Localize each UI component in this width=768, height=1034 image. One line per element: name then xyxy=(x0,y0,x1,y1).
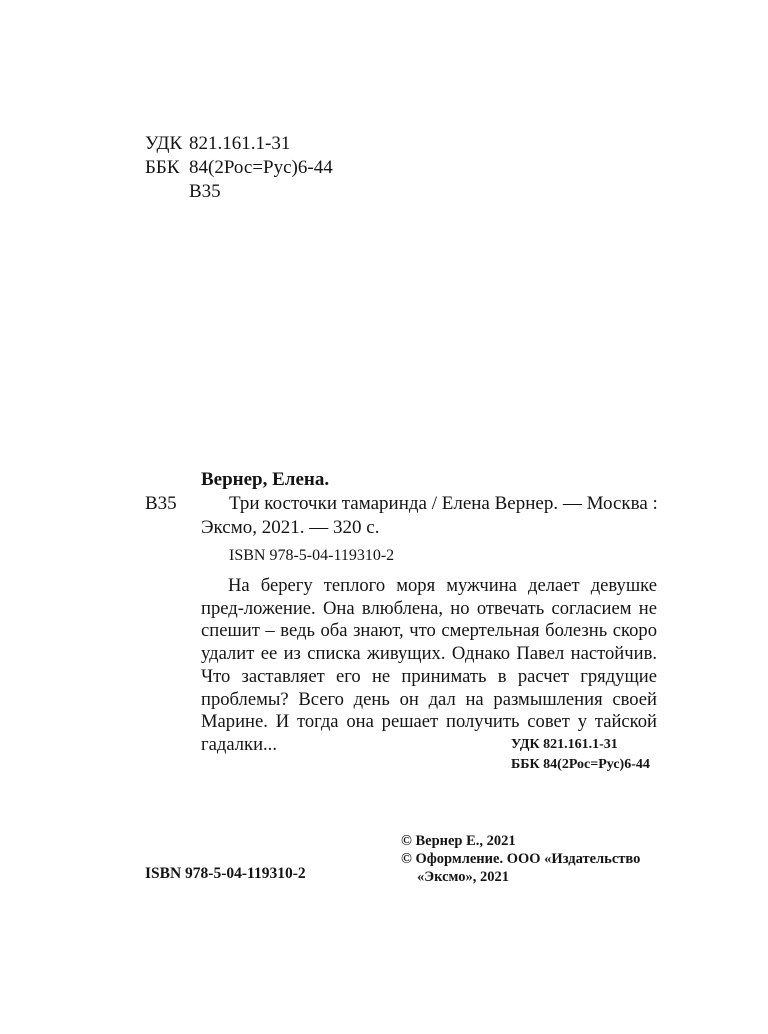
title-line-1: Три косточки тамаринда / Елена Вернер. — Москва : xyxy=(229,493,658,514)
udk-value: 821.161.1-31 xyxy=(189,133,291,154)
isbn-footer: ISBN 978-5-04-119310-2 xyxy=(145,865,306,882)
author-mark: В35 xyxy=(145,493,177,514)
copyright-publisher: © Оформление. ООО «Издательство xyxy=(401,851,641,867)
author-heading: Вернер, Елена. xyxy=(201,469,330,490)
isbn-entry: ISBN 978-5-04-119310-2 xyxy=(229,547,395,564)
bbk-value: 84(2Рос=Рус)6-44 xyxy=(189,157,333,178)
annotation-paragraph: На берегу теплого моря мужчина делает девушке пред-ложение. Она влюблена, но отвечать согласием не спешит – ведь оба знают, что смертельная болезнь скоро удалит ее из списка живущих. Однако Павел настойчив. Что заставляет его не принимать в расчет грядущие проблемы? Всего день он дал на размышления своей Марине. И тогда она решает получить совет у тайской гадалки... xyxy=(201,575,657,755)
udk-label: УДК xyxy=(145,133,183,154)
copyright-publisher-line-2: «Эксмо», 2021 xyxy=(417,869,509,885)
bbk-bottom: ББК 84(2Рос=Рус)6-44 xyxy=(511,757,650,772)
title-line-2: Эксмо, 2021. — 320 с. xyxy=(201,517,380,538)
copyright-author: © Вернер Е., 2021 xyxy=(401,833,516,849)
author-mark-top: В35 xyxy=(189,181,221,202)
udk-bottom: УДК 821.161.1-31 xyxy=(511,737,618,752)
bbk-label: ББК xyxy=(145,157,180,178)
